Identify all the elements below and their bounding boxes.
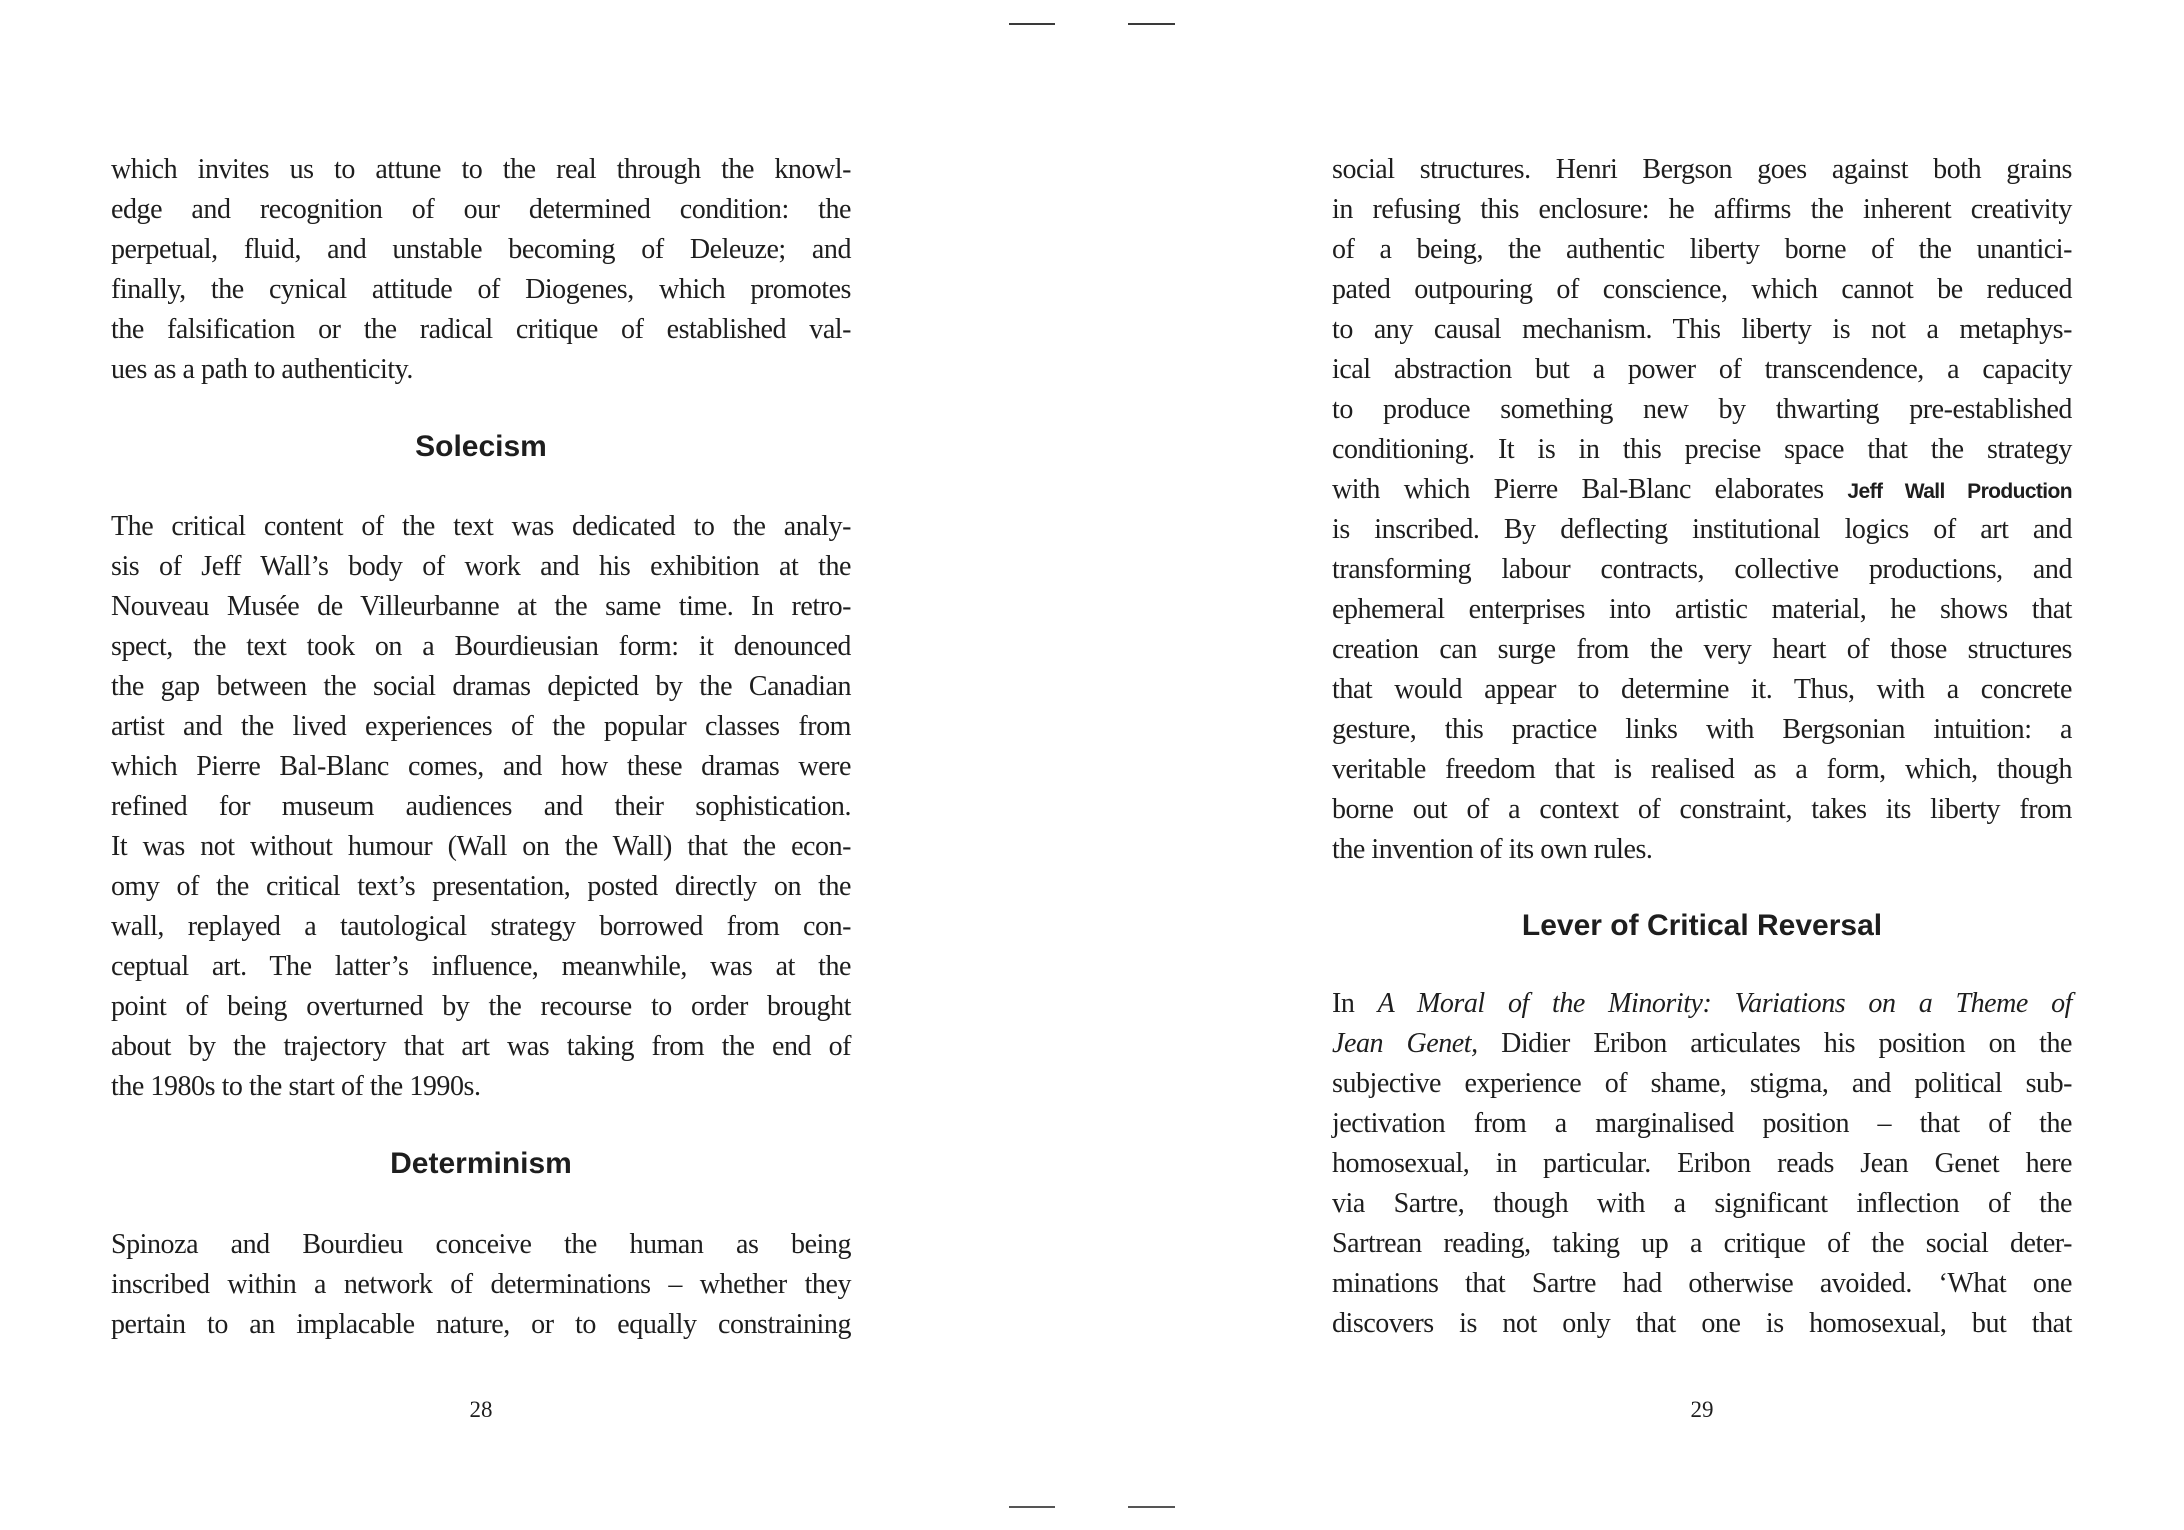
text-line: the invention of its own rules. [1332,834,1653,865]
text-line: Sartrean reading, taking up a critique of the social deter- [1332,1228,2072,1259]
text-line: homosexual, in particular. Eribon reads Jean Genet here [1332,1148,2072,1179]
text-line: social structures. Henri Bergson goes against both grains [1332,154,2072,185]
text-prefix: In [1332,988,1378,1019]
text-line: that would appear to determine it. Thus, with a concrete [1332,674,2072,705]
text-line: subjective experience of shame, stigma, and political sub- [1332,1068,2072,1099]
text-line: conditioning. It is in this precise space that the strategy [1332,434,2072,465]
text-line: sis of Jeff Wall’s body of work and his exhibition at the [111,551,851,582]
text-line: pertain to an implacable nature, or to equally constraining [111,1309,851,1340]
crop-mark-top-left [1009,23,1055,25]
text-line: ues as a path to authenticity. [111,354,413,385]
text-line: edge and recognition of our determined condition: the [111,194,851,225]
text-line: which invites us to attune to the real through the knowl- [111,154,851,185]
text-line [1332,984,2072,1024]
text-line: about by the trajectory that art was taking from the end of [111,1031,851,1062]
text-line: ceptual art. The latter’s influence, meanwhile, was at the [111,951,851,982]
text-line-content: with which Pierre Bal-Blanc elaborates [1332,474,1824,505]
crop-mark-bottom-right [1128,1506,1175,1508]
text-line: in refusing this enclosure: he affirms the inherent creativity [1332,194,2072,225]
text-line: omy of the critical text’s presentation, posted directly on the [111,871,851,902]
text-line: spect, the text took on a Bourdieusian form: it denounced [111,631,851,662]
text-line: creation can surge from the very heart of those structures [1332,634,2072,665]
text-line: to any causal mechanism. This liberty is not a metaphys- [1332,314,2072,345]
text-line: Spinoza and Bourdieu conceive the human as being [111,1229,851,1260]
text-line: ephemeral enterprises into artistic material, he shows that [1332,594,2072,625]
text-line: ical abstraction but a power of transcendence, a capacity [1332,354,2072,385]
page-number: 28 [469,1397,493,1422]
crop-mark-top-right [1128,23,1175,25]
text-line: point of being overturned by the recourse to order brought [111,991,851,1022]
section-heading-determinism: Determinism [390,1147,572,1180]
text-line: the falsification or the radical critique of established val- [111,314,851,345]
right-page [1332,0,2072,1530]
text-line: via Sartre, though with a significant inflection of the [1332,1188,2072,1219]
text-line: inscribed within a network of determinations – whether they [111,1269,851,1300]
text-line: artist and the lived experiences of the popular classes from [111,711,851,742]
text-line [1332,470,2072,510]
text-line: the 1980s to the start of the 1990s. [111,1071,481,1102]
text-line: borne out of a context of constraint, takes its liberty from [1332,794,2072,825]
book-title-italic: A Moral of the Minority: Variations on a Theme of [1377,988,2072,1019]
text-line: jectivation from a marginalised position – that of the [1332,1108,2072,1139]
text-line: discovers is not only that one is homosexual, but that [1332,1308,2072,1339]
crop-mark-bottom-left [1009,1506,1055,1508]
section-heading-solecism: Solecism [415,430,547,463]
text-line: refined for museum audiences and their sophistication. [111,791,851,822]
text-line: veritable freedom that is realised as a form, which, though [1332,754,2072,785]
text-line: finally, the cynical attitude of Diogenes, which promotes [111,274,851,305]
book-title-italic: Jean Genet, [1332,1028,1478,1059]
text-line: of a being, the authentic liberty borne of the unantici- [1332,234,2072,265]
text-line: is inscribed. By deflecting institutional logics of art and [1332,514,2072,545]
text-suffix: Didier Eribon articulates his position on the [1501,1028,2072,1059]
section-heading-lever-of-critical-reversal: Lever of Critical Reversal [1521,909,1883,942]
text-line: The critical content of the text was dedicated to the analy- [111,511,851,542]
work-title: Jeff Wall Production [1847,480,2072,503]
text-line: gesture, this practice links with Bergsonian intuition: a [1332,714,2072,745]
left-page [111,0,851,1530]
text-line: transforming labour contracts, collective productions, and [1332,554,2072,585]
text-line: which Pierre Bal-Blanc comes, and how these dramas were [111,751,851,782]
text-line: the gap between the social dramas depicted by the Canadian [111,671,851,702]
text-line: It was not without humour (Wall on the Wall) that the econ- [111,831,851,862]
text-line: wall, replayed a tautological strategy borrowed from con- [111,911,851,942]
text-line: to produce something new by thwarting pre-established [1332,394,2072,425]
text-line: Nouveau Musée de Villeurbanne at the same time. In retro- [111,591,851,622]
text-line [1332,1024,2072,1064]
text-line: pated outpouring of conscience, which cannot be reduced [1332,274,2072,305]
text-line: perpetual, fluid, and unstable becoming of Deleuze; and [111,234,851,265]
page-number: 29 [1690,1397,1714,1422]
text-line: minations that Sartre had otherwise avoided. ‘What one [1332,1268,2072,1299]
